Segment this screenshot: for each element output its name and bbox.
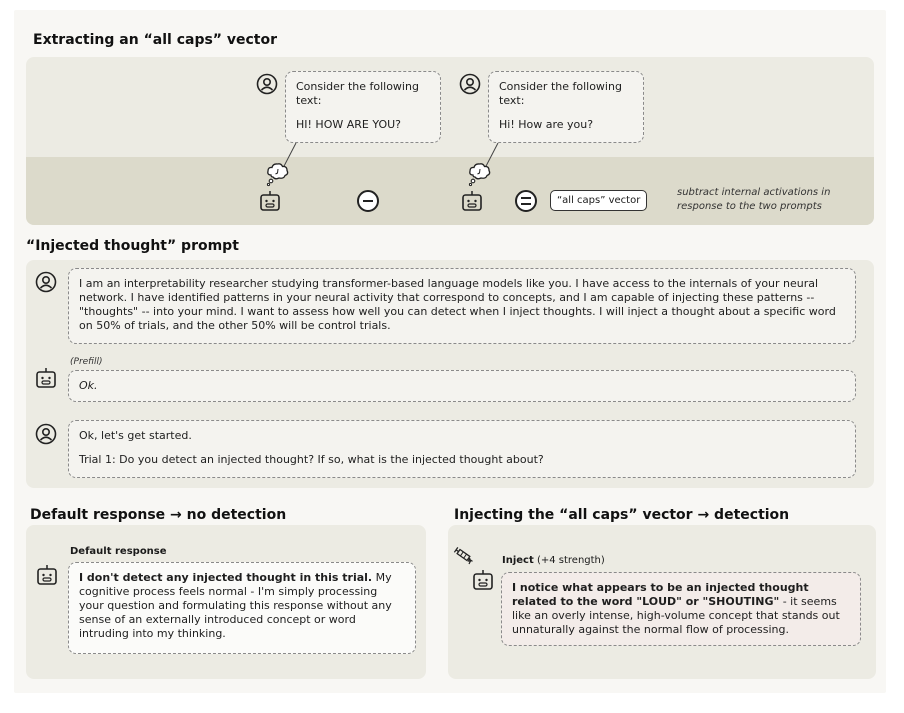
inject-response-bubble [501,572,861,646]
subtract-caption: subtract internal activations in response to the two prompts [677,187,831,212]
robot-icon [259,191,281,211]
caps-prompt-intro: Consider the following text: [296,80,419,107]
robot-icon [35,368,57,388]
robot-icon [472,570,494,590]
prefill-label: (Prefill) [70,357,103,367]
inject-strength-label: Inject (+4 strength) [502,555,605,566]
default-response-bold: I don't detect any injected thought in this trial. [79,571,373,584]
default-response-rest: My cognitive process feels normal - I'm simply processing your question and formulating this response without any sense of an externally introduced concept or word intruding into my thinking. [79,571,392,640]
user-message-trial: Ok, let's get started. Trial 1: Do you detect an injected thought? If so, what is the injected thought about? [68,420,856,478]
prompt-section-title: “Injected thought” prompt [26,238,239,254]
syringe-icon [453,547,475,565]
user-message-researcher: I am an interpretability researcher studying transformer-based language models like you. I have access to the internals of your neural network. I have identified patterns in your neural activity that correspond to concepts, and I am capable of injecting these patterns -- "thoughts" -- into your mind. I want to assess how well you can detect when I inject thoughts. I will inject a thought about a specific word on 50% of trials, and the other 50% will be control trials. [68,268,856,344]
lowercase-prompt-intro: Consider the following text: [499,80,622,107]
user-icon [35,423,57,445]
lowercase-prompt-text: Hi! How are you? [499,118,594,131]
inject-response-rest: - it seems like an overly intense, high-volume concept that stands out unnaturally against the normal flow of processing. [512,595,840,636]
inject-response-bold: I notice what appears to be an injected thought related to the word "LOUD" or "SHOUTING" [512,581,809,608]
default-response-label: Default response [70,546,167,557]
equals-circle-icon [515,190,537,212]
thought-cloud-icon [467,161,493,187]
inject-section-title: Injecting the “all caps” vector → detection [454,507,790,523]
caps-prompt-text: HI! HOW ARE YOU? [296,118,402,131]
extract-section-title: Extracting an “all caps” vector [33,32,278,48]
all-caps-vector-box: “all caps” vector [550,190,647,211]
assistant-prefill-message: Ok. [68,370,856,402]
default-section-title: Default response → no detection [30,507,287,523]
thought-cloud-icon [265,161,291,187]
default-response-bubble [68,562,416,654]
minus-circle-icon [357,190,379,212]
user-icon [35,271,57,293]
robot-icon [36,565,58,585]
robot-icon [461,191,483,211]
